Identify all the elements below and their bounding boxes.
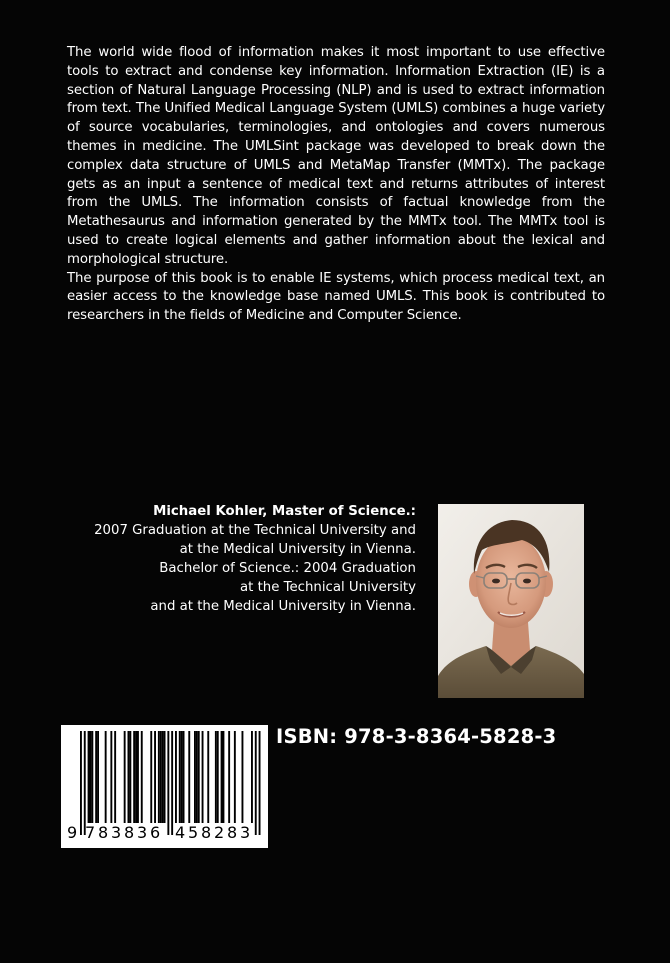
barcode-bar — [91, 731, 93, 823]
barcode-guard-bar — [84, 731, 86, 835]
blurb-text — [67, 44, 605, 326]
barcode-bar — [221, 731, 223, 823]
barcode-bar — [97, 731, 99, 823]
barcode-guard-bar — [171, 731, 173, 835]
author-bio-line: Bachelor of Science.: 2004 Graduation — [159, 560, 416, 576]
barcode-bar — [128, 731, 130, 823]
barcode-bar — [183, 731, 185, 823]
barcode-digit: 4 — [175, 823, 186, 842]
author-bio-line: at the Medical University in Vienna. — [179, 541, 416, 557]
barcode-bar — [194, 731, 196, 823]
author-bio-line: 2007 Graduation at the Technical University and — [94, 522, 416, 538]
barcode-bar — [228, 731, 230, 823]
barcode-bar — [234, 731, 236, 823]
barcode-bar — [95, 731, 97, 823]
barcode-bar — [133, 731, 135, 823]
barcode-digit: 8 — [98, 823, 109, 842]
barcode-bar — [223, 731, 225, 823]
barcode-digit: 8 — [124, 823, 135, 842]
author-name: Michael Kohler, Master of Science.: — [153, 504, 416, 519]
barcode-guard-bar — [255, 731, 257, 835]
barcode-bar — [242, 731, 244, 823]
barcode-bar — [175, 731, 177, 823]
author-bio-line: and at the Medical University in Vienna. — [150, 598, 416, 614]
barcode-bar — [105, 731, 107, 823]
author-bio-line: at the Technical University — [240, 579, 416, 595]
barcode-bar — [137, 731, 139, 823]
barcode-bar — [114, 731, 116, 823]
barcode-bar — [202, 731, 204, 823]
blurb-paragraph-1: The world wide flood of information makes it most important to use effective tools to extract and condense key information. Information Extraction (IE) is a section of Natural Language Processing (NLP) and is used to extract information from text. The Unified Medical Language System (UMLS) combines a huge variety of source vocabularies, terminologies, and ontologies and covers numerous themes in medicine. The UMLSint package was developed to break down the complex data structure of UMLS and MetaMap Transfer (MMTx). The package gets as an input a sentence of medical text and returns attributes of interest from the UMLS. The information consists of factual knowledge from the Metathesaurus and information generated by the MMTx tool. The MMTx tool is used to create logical elements and gather information about the lexical and morphological structure. — [67, 45, 605, 267]
blurb-paragraph-2: The purpose of this book is to enable IE systems, which process medical text, an easier access to the knowledge base named UMLS. This book is contributed to researchers in the fields of Medicine and Computer Science. — [67, 270, 605, 324]
barcode-bar — [150, 731, 152, 823]
barcode-bar — [141, 731, 143, 823]
barcode-guard-bar — [80, 731, 82, 835]
barcode-bar — [110, 731, 112, 823]
barcode-bar — [158, 731, 160, 823]
barcode-bar — [207, 731, 209, 823]
barcode-bar — [179, 731, 181, 823]
barcode-bar — [217, 731, 219, 823]
barcode — [61, 725, 268, 848]
barcode-bar — [251, 731, 253, 823]
barcode-digit: 7 — [85, 823, 96, 842]
barcode-digits — [61, 822, 268, 846]
barcode-bar — [162, 731, 164, 823]
barcode-digit: 8 — [227, 823, 238, 842]
barcode-digit: 3 — [240, 823, 251, 842]
barcode-bar — [198, 731, 200, 823]
barcode-bar — [129, 731, 131, 823]
barcode-digit: 3 — [111, 823, 122, 842]
barcode-bar — [181, 731, 183, 823]
barcode-bar — [124, 731, 126, 823]
barcode-bar — [160, 731, 162, 823]
author-portrait-image — [438, 504, 584, 698]
author-bio — [60, 503, 416, 616]
barcode-bar — [196, 731, 198, 823]
isbn-label: ISBN: 978-3-8364-5828-3 — [276, 725, 557, 748]
barcode-bar — [215, 731, 217, 823]
barcode-guard-bar — [259, 731, 261, 835]
barcode-bar — [90, 731, 92, 823]
barcode-digit: 6 — [150, 823, 161, 842]
barcode-digit: 9 — [67, 823, 78, 842]
barcode-bar — [154, 731, 156, 823]
barcode-digit: 3 — [137, 823, 148, 842]
barcode-digit: 2 — [214, 823, 225, 842]
author-photo — [438, 504, 584, 698]
barcode-guard-bar — [167, 731, 169, 835]
barcode-bar — [135, 731, 137, 823]
barcode-bar — [88, 731, 90, 823]
barcode-bar — [164, 731, 166, 823]
barcode-bar — [188, 731, 190, 823]
barcode-digit: 5 — [188, 823, 199, 842]
barcode-digit: 8 — [201, 823, 212, 842]
